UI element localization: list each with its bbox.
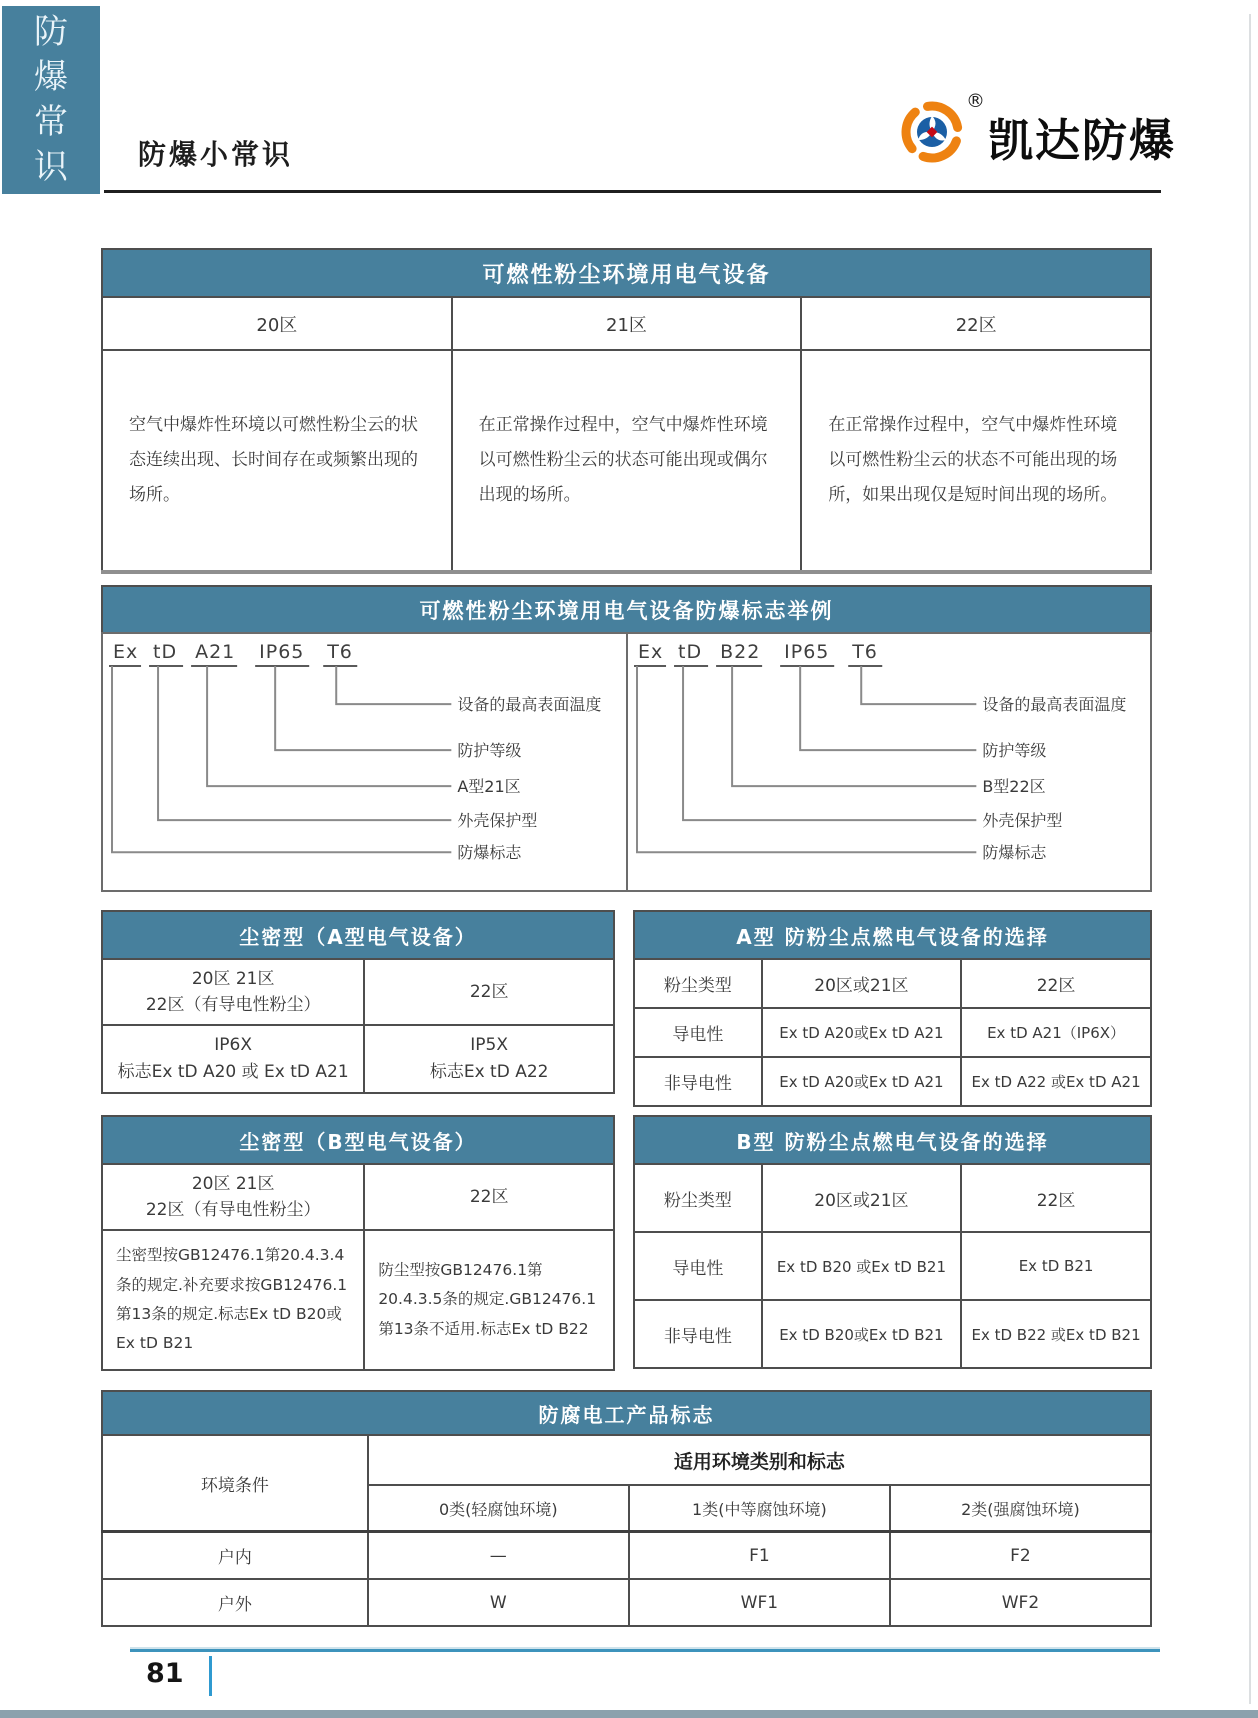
applicable-header-cell: 适用环境类别和标志 bbox=[368, 1435, 1151, 1485]
zone-line: 22区（有导电性粉尘） bbox=[145, 995, 321, 1015]
value-cell: W bbox=[368, 1579, 629, 1626]
marking-token: T6 bbox=[327, 641, 353, 664]
marking-label: 防护等级 bbox=[457, 741, 522, 761]
value-cell: Ex tD B20或Ex tD B21 bbox=[762, 1300, 961, 1368]
table-header-row bbox=[102, 1435, 1151, 1485]
row-label-cell: 非导电性 bbox=[634, 1057, 762, 1106]
marking-label: 设备的最高表面温度 bbox=[457, 695, 602, 715]
value-cell: Ex tD A21（IP6X） bbox=[961, 1008, 1151, 1057]
value-cell: Ex tD A22 或Ex tD A21 bbox=[961, 1057, 1151, 1106]
table-row bbox=[102, 1230, 614, 1370]
value-line: IP6X bbox=[214, 1034, 253, 1055]
dust-tight-a-section bbox=[101, 910, 615, 1094]
value-cell: Ex tD B22 或Ex tD B21 bbox=[961, 1300, 1151, 1368]
marking-diagram-b bbox=[628, 634, 1151, 890]
row-label-cell: 非导电性 bbox=[634, 1300, 762, 1368]
zone-header-cell: 22区 bbox=[801, 297, 1151, 350]
zone-cell bbox=[102, 959, 364, 1025]
selection-b-title: B型 防粉尘点燃电气设备的选择 bbox=[633, 1115, 1152, 1163]
zone-line: 20区 21区 bbox=[191, 968, 275, 989]
marking-examples-box bbox=[101, 632, 1152, 892]
zone-header-cell: 20区 bbox=[102, 297, 452, 350]
value-cell: Ex tD A20或Ex tD A21 bbox=[762, 1057, 961, 1106]
zone-description-row bbox=[102, 350, 1151, 572]
table-row bbox=[634, 1232, 1151, 1300]
value-cell: 防尘型按GB12476.1第20.4.3.5条的规定.GB12476.1 第13条不适用.标志Ex tD B22 bbox=[364, 1230, 614, 1370]
marking-diagram-a-svg bbox=[103, 634, 626, 890]
table-row bbox=[102, 1579, 1151, 1626]
value-cell: Ex tD A20或Ex tD A21 bbox=[762, 1008, 961, 1057]
anticorrosion-table bbox=[101, 1434, 1152, 1627]
zone-cell: 22区 bbox=[364, 959, 614, 1025]
table-row bbox=[102, 1532, 1151, 1580]
dust-tight-b-section bbox=[101, 1115, 615, 1371]
table-row bbox=[634, 1008, 1151, 1057]
header-cell: 22区 bbox=[961, 959, 1151, 1008]
value-cell: F2 bbox=[890, 1532, 1151, 1580]
marking-label: B型22区 bbox=[981, 777, 1046, 797]
brand-name: 凯达防爆 bbox=[988, 114, 1177, 167]
zone-header-cell: 21区 bbox=[452, 297, 802, 350]
zone-line: 22区（有导电性粉尘） bbox=[145, 1200, 321, 1220]
zone-line: 20区 21区 bbox=[191, 1173, 275, 1194]
value-cell: Ex tD B20 或Ex tD B21 bbox=[762, 1232, 961, 1300]
marking-diagram-b-svg bbox=[628, 634, 1151, 890]
row-label-cell: 导电性 bbox=[634, 1008, 762, 1057]
marking-examples-title: 可燃性粉尘环境用电气设备防爆标志举例 bbox=[101, 585, 1152, 632]
dust-tight-a-title: 尘密型（A型电气设备） bbox=[101, 910, 615, 958]
marking-label: 防爆标志 bbox=[457, 843, 522, 863]
dust-tight-a-table bbox=[101, 958, 615, 1094]
dust-env-table bbox=[101, 296, 1152, 574]
value-cell: 尘密型按GB12476.1第20.4.3.4条的规定.补充要求按GB12476.1第13条的规定.标志Ex tD B20或Ex tD B21 bbox=[102, 1230, 364, 1370]
class-header-cell: 2类(强腐蚀环境) bbox=[890, 1485, 1151, 1532]
sidebar-tab bbox=[2, 6, 100, 194]
page-title: 防爆小常识 bbox=[138, 138, 294, 171]
value-cell bbox=[102, 1025, 364, 1093]
header-rule bbox=[104, 190, 1161, 193]
table-header-row bbox=[634, 1164, 1151, 1232]
dust-tight-b-title: 尘密型（B型电气设备） bbox=[101, 1115, 615, 1163]
header-cell: 20区或21区 bbox=[762, 959, 961, 1008]
value-cell: — bbox=[368, 1532, 629, 1580]
marking-token: Ex bbox=[637, 641, 663, 664]
table-row bbox=[634, 1057, 1151, 1106]
row-label-cell: 导电性 bbox=[634, 1232, 762, 1300]
page-right-edge-line bbox=[1249, 14, 1251, 1704]
marking-token: IP65 bbox=[259, 641, 305, 664]
marking-token: tD bbox=[677, 641, 702, 664]
table-row bbox=[102, 1025, 614, 1093]
env-condition-cell: 环境条件 bbox=[102, 1435, 368, 1532]
selection-a-section bbox=[633, 910, 1152, 1107]
page-number: 81 bbox=[146, 1658, 184, 1689]
row-label-cell: 户内 bbox=[102, 1532, 368, 1580]
header-cell: 20区或21区 bbox=[762, 1164, 961, 1232]
value-cell: WF1 bbox=[629, 1579, 890, 1626]
dust-env-table-title: 可燃性粉尘环境用电气设备 bbox=[101, 248, 1152, 296]
brand-logo-icon bbox=[900, 100, 964, 164]
value-line: 标志Ex tD A22 bbox=[429, 1062, 549, 1082]
anticorrosion-section bbox=[101, 1390, 1152, 1627]
zone-cell: 22区 bbox=[364, 1164, 614, 1230]
zone-cell bbox=[102, 1164, 364, 1230]
dust-env-section bbox=[101, 248, 1152, 574]
table-row bbox=[102, 1164, 614, 1230]
header-cell: 22区 bbox=[961, 1164, 1151, 1232]
table-row bbox=[634, 1300, 1151, 1368]
marking-label: A型21区 bbox=[457, 777, 521, 797]
row-label-cell: 户外 bbox=[102, 1579, 368, 1626]
marking-token: B22 bbox=[719, 641, 760, 664]
marking-token: Ex bbox=[113, 641, 139, 664]
marking-label: 外壳保护型 bbox=[981, 811, 1062, 831]
class-header-cell: 0类(轻腐蚀环境) bbox=[368, 1485, 629, 1532]
value-cell: Ex tD B21 bbox=[961, 1232, 1151, 1300]
selection-a-table bbox=[633, 958, 1152, 1107]
registered-trademark-icon: ® bbox=[966, 90, 985, 112]
value-line: 标志Ex tD A20 或 Ex tD A21 bbox=[117, 1062, 349, 1082]
sidebar-vertical-title: 防爆常识 bbox=[34, 12, 68, 187]
table-header-row bbox=[634, 959, 1151, 1008]
marking-label: 防爆标志 bbox=[981, 843, 1046, 863]
header-cell: 粉尘类型 bbox=[634, 959, 762, 1008]
value-cell: WF2 bbox=[890, 1579, 1151, 1626]
marking-label: 设备的最高表面温度 bbox=[981, 695, 1126, 715]
marking-examples-section bbox=[101, 585, 1152, 892]
marking-token: tD bbox=[153, 641, 178, 664]
marking-token: A21 bbox=[195, 641, 236, 664]
dust-tight-b-table bbox=[101, 1163, 615, 1371]
selection-b-table bbox=[633, 1163, 1152, 1369]
table-row bbox=[102, 959, 614, 1025]
header-cell: 粉尘类型 bbox=[634, 1164, 762, 1232]
anticorrosion-title: 防腐电工产品标志 bbox=[101, 1390, 1152, 1434]
selection-a-title: A型 防粉尘点燃电气设备的选择 bbox=[633, 910, 1152, 958]
zone-description-cell: 在正常操作过程中，空气中爆炸性环境以可燃性粉尘云的状态可能出现或偶尔出现的场所。 bbox=[452, 350, 802, 572]
value-line: IP5X bbox=[470, 1034, 509, 1055]
marking-label: 防护等级 bbox=[981, 741, 1046, 761]
value-cell: F1 bbox=[629, 1532, 890, 1580]
selection-b-section bbox=[633, 1115, 1152, 1369]
marking-token: IP65 bbox=[783, 641, 829, 664]
page-number-bar bbox=[209, 1656, 212, 1696]
footer-rule bbox=[130, 1649, 1160, 1652]
marking-diagram-a bbox=[103, 634, 628, 890]
zone-description-cell: 空气中爆炸性环境以可燃性粉尘云的状态连续出现、长时间存在或频繁出现的场所。 bbox=[102, 350, 452, 572]
marking-token: T6 bbox=[851, 641, 878, 664]
zone-description-cell: 在正常操作过程中，空气中爆炸性环境以可燃性粉尘云的状态不可能出现的场所，如果出现仅是短时间出现的场所。 bbox=[801, 350, 1151, 572]
brand-logo bbox=[900, 90, 1180, 174]
zone-header-row bbox=[102, 297, 1151, 350]
class-header-cell: 1类(中等腐蚀环境) bbox=[629, 1485, 890, 1532]
value-cell bbox=[364, 1025, 614, 1093]
marking-label: 外壳保护型 bbox=[457, 811, 538, 831]
bottom-strip bbox=[0, 1710, 1258, 1718]
